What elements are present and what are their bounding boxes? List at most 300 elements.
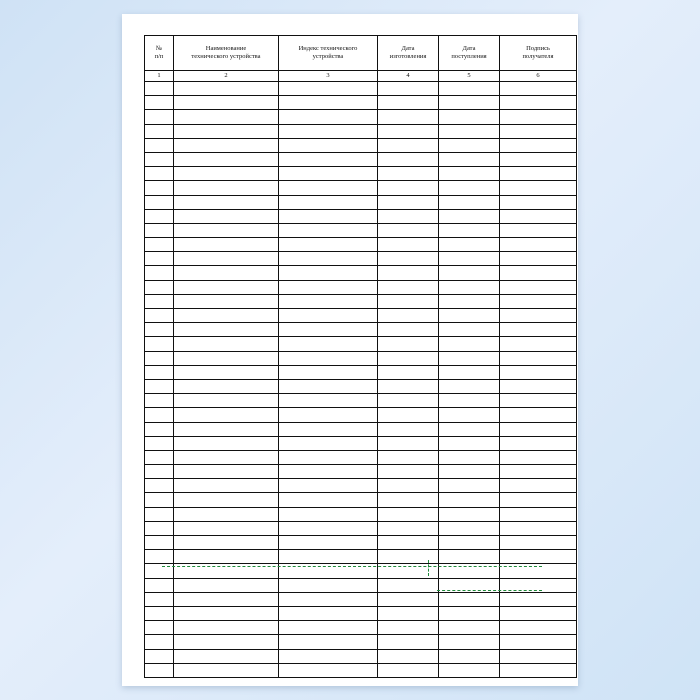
table-cell[interactable] bbox=[145, 606, 174, 620]
table-cell[interactable] bbox=[439, 578, 500, 592]
table-cell[interactable] bbox=[439, 621, 500, 635]
table-cell[interactable] bbox=[500, 578, 577, 592]
header-line-2: технического устройства bbox=[191, 53, 261, 60]
table-row bbox=[145, 550, 577, 564]
journal-table-wrapper bbox=[144, 35, 558, 678]
table-cell[interactable] bbox=[174, 536, 279, 550]
table-cell[interactable] bbox=[279, 309, 378, 323]
table-cell[interactable] bbox=[145, 408, 174, 422]
table-cell[interactable] bbox=[439, 479, 500, 493]
table-cell[interactable] bbox=[378, 280, 439, 294]
table-row bbox=[145, 223, 577, 237]
table-cell[interactable] bbox=[279, 181, 378, 195]
table-row bbox=[145, 124, 577, 138]
table-row bbox=[145, 138, 577, 152]
table-cell[interactable] bbox=[500, 152, 577, 166]
table-cell[interactable] bbox=[378, 252, 439, 266]
table-cell[interactable] bbox=[439, 507, 500, 521]
table-cell[interactable] bbox=[174, 167, 279, 181]
table-cell[interactable] bbox=[378, 351, 439, 365]
table-cell[interactable] bbox=[500, 408, 577, 422]
table-cell[interactable] bbox=[500, 252, 577, 266]
table-body bbox=[145, 82, 577, 678]
table-cell[interactable] bbox=[279, 649, 378, 663]
table-cell[interactable] bbox=[174, 195, 279, 209]
table-cell[interactable] bbox=[439, 209, 500, 223]
table-cell[interactable] bbox=[174, 209, 279, 223]
table-cell[interactable] bbox=[174, 621, 279, 635]
table-cell[interactable] bbox=[145, 394, 174, 408]
table-cell[interactable] bbox=[279, 592, 378, 606]
table-cell[interactable] bbox=[439, 138, 500, 152]
table-cell[interactable] bbox=[279, 450, 378, 464]
table-cell[interactable] bbox=[439, 635, 500, 649]
table-cell[interactable] bbox=[174, 124, 279, 138]
table-cell[interactable] bbox=[145, 592, 174, 606]
table-cell[interactable] bbox=[378, 394, 439, 408]
table-row bbox=[145, 465, 577, 479]
table-cell[interactable] bbox=[439, 124, 500, 138]
table-cell[interactable] bbox=[279, 536, 378, 550]
table-cell[interactable] bbox=[145, 124, 174, 138]
table-cell[interactable] bbox=[439, 550, 500, 564]
table-cell[interactable] bbox=[378, 564, 439, 578]
table-cell[interactable] bbox=[378, 124, 439, 138]
table-cell[interactable] bbox=[439, 493, 500, 507]
table-cell[interactable] bbox=[174, 294, 279, 308]
table-cell[interactable] bbox=[378, 195, 439, 209]
table-cell[interactable] bbox=[439, 152, 500, 166]
table-cell[interactable] bbox=[439, 351, 500, 365]
table-cell[interactable] bbox=[174, 365, 279, 379]
table-cell[interactable] bbox=[500, 564, 577, 578]
table-cell[interactable] bbox=[174, 337, 279, 351]
table-cell[interactable] bbox=[378, 152, 439, 166]
header-line-2: получателя bbox=[522, 53, 554, 60]
table-cell[interactable] bbox=[500, 195, 577, 209]
table-row bbox=[145, 379, 577, 393]
table-cell[interactable] bbox=[378, 493, 439, 507]
table-cell[interactable] bbox=[145, 223, 174, 237]
table-cell[interactable] bbox=[174, 436, 279, 450]
table-cell[interactable] bbox=[279, 635, 378, 649]
table-cell[interactable] bbox=[439, 649, 500, 663]
table-cell[interactable] bbox=[145, 663, 174, 677]
table-cell[interactable] bbox=[145, 550, 174, 564]
table-cell[interactable] bbox=[439, 606, 500, 620]
table-cell[interactable] bbox=[378, 365, 439, 379]
table-cell[interactable] bbox=[174, 266, 279, 280]
document-page bbox=[122, 14, 578, 686]
table-cell[interactable] bbox=[439, 592, 500, 606]
header-line-1: Наименование bbox=[205, 44, 247, 52]
table-cell[interactable] bbox=[378, 167, 439, 181]
table-cell[interactable] bbox=[145, 266, 174, 280]
table-cell[interactable] bbox=[500, 209, 577, 223]
table-cell[interactable] bbox=[500, 365, 577, 379]
table-cell[interactable] bbox=[279, 422, 378, 436]
table-cell[interactable] bbox=[279, 379, 378, 393]
table-cell[interactable] bbox=[279, 479, 378, 493]
table-cell[interactable] bbox=[145, 507, 174, 521]
table-cell[interactable] bbox=[145, 422, 174, 436]
table-cell[interactable] bbox=[500, 223, 577, 237]
table-cell[interactable] bbox=[500, 649, 577, 663]
table-cell[interactable] bbox=[378, 649, 439, 663]
table-cell[interactable] bbox=[378, 138, 439, 152]
table-cell[interactable] bbox=[378, 96, 439, 110]
table-cell[interactable] bbox=[145, 82, 174, 96]
table-cell[interactable] bbox=[439, 309, 500, 323]
table-cell[interactable] bbox=[378, 550, 439, 564]
table-cell[interactable] bbox=[174, 578, 279, 592]
table-cell[interactable] bbox=[174, 493, 279, 507]
table-row bbox=[145, 479, 577, 493]
table-cell[interactable] bbox=[378, 82, 439, 96]
table-cell[interactable] bbox=[500, 507, 577, 521]
table-cell[interactable] bbox=[279, 209, 378, 223]
table-cell[interactable] bbox=[145, 280, 174, 294]
table-row bbox=[145, 408, 577, 422]
table-cell[interactable] bbox=[439, 181, 500, 195]
table-cell[interactable] bbox=[378, 663, 439, 677]
table-cell[interactable] bbox=[279, 82, 378, 96]
column-header-device-index bbox=[279, 36, 378, 71]
column-number-1: 1 bbox=[145, 71, 174, 82]
table-cell[interactable] bbox=[500, 379, 577, 393]
table-row bbox=[145, 323, 577, 337]
table-cell[interactable] bbox=[145, 337, 174, 351]
table-cell[interactable] bbox=[145, 152, 174, 166]
table-cell[interactable] bbox=[439, 323, 500, 337]
table-cell[interactable] bbox=[174, 408, 279, 422]
table-cell[interactable] bbox=[145, 167, 174, 181]
header-line-2: устройства bbox=[312, 53, 344, 60]
table-cell[interactable] bbox=[279, 465, 378, 479]
table-cell[interactable] bbox=[279, 663, 378, 677]
table-cell[interactable] bbox=[279, 252, 378, 266]
table-cell[interactable] bbox=[174, 394, 279, 408]
table-cell[interactable] bbox=[439, 465, 500, 479]
table-cell[interactable] bbox=[174, 152, 279, 166]
table-cell[interactable] bbox=[439, 394, 500, 408]
table-row bbox=[145, 195, 577, 209]
table-cell[interactable] bbox=[378, 294, 439, 308]
table-cell[interactable] bbox=[145, 465, 174, 479]
table-cell[interactable] bbox=[439, 167, 500, 181]
table-cell[interactable] bbox=[279, 138, 378, 152]
table-row bbox=[145, 635, 577, 649]
table-row bbox=[145, 96, 577, 110]
table-cell[interactable] bbox=[500, 635, 577, 649]
table-cell[interactable] bbox=[500, 280, 577, 294]
column-header-device-name bbox=[174, 36, 279, 71]
table-cell[interactable] bbox=[439, 379, 500, 393]
table-cell[interactable] bbox=[279, 621, 378, 635]
table-cell[interactable] bbox=[500, 266, 577, 280]
table-cell[interactable] bbox=[174, 422, 279, 436]
table-cell[interactable] bbox=[145, 493, 174, 507]
annotation-vertical-tick bbox=[428, 560, 429, 576]
table-cell[interactable] bbox=[439, 536, 500, 550]
table-cell[interactable] bbox=[500, 436, 577, 450]
table-cell[interactable] bbox=[439, 564, 500, 578]
table-cell[interactable] bbox=[174, 96, 279, 110]
table-cell[interactable] bbox=[500, 294, 577, 308]
table-cell[interactable] bbox=[145, 635, 174, 649]
table-cell[interactable] bbox=[279, 408, 378, 422]
header-line-2: поступления bbox=[451, 53, 487, 60]
table-cell[interactable] bbox=[378, 450, 439, 464]
table-cell[interactable] bbox=[439, 663, 500, 677]
table-cell[interactable] bbox=[279, 124, 378, 138]
table-cell[interactable] bbox=[174, 521, 279, 535]
table-cell[interactable] bbox=[378, 578, 439, 592]
table-cell[interactable] bbox=[145, 238, 174, 252]
table-header bbox=[145, 36, 577, 82]
table-cell[interactable] bbox=[378, 223, 439, 237]
table-cell[interactable] bbox=[378, 379, 439, 393]
table-cell[interactable] bbox=[145, 450, 174, 464]
table-row bbox=[145, 564, 577, 578]
table-cell[interactable] bbox=[145, 521, 174, 535]
column-header-recipient-signature bbox=[500, 36, 577, 71]
table-cell[interactable] bbox=[378, 181, 439, 195]
column-number-4: 4 bbox=[378, 71, 439, 82]
table-cell[interactable] bbox=[174, 238, 279, 252]
table-cell[interactable] bbox=[279, 280, 378, 294]
table-cell[interactable] bbox=[378, 408, 439, 422]
table-cell[interactable] bbox=[145, 110, 174, 124]
table-cell[interactable] bbox=[279, 521, 378, 535]
table-cell[interactable] bbox=[174, 606, 279, 620]
table-cell[interactable] bbox=[279, 96, 378, 110]
table-cell[interactable] bbox=[500, 479, 577, 493]
table-cell[interactable] bbox=[439, 337, 500, 351]
table-cell[interactable] bbox=[439, 294, 500, 308]
table-cell[interactable] bbox=[439, 96, 500, 110]
table-cell[interactable] bbox=[174, 379, 279, 393]
table-cell[interactable] bbox=[174, 649, 279, 663]
table-cell[interactable] bbox=[145, 209, 174, 223]
table-cell[interactable] bbox=[500, 606, 577, 620]
table-cell[interactable] bbox=[378, 521, 439, 535]
table-cell[interactable] bbox=[145, 578, 174, 592]
table-cell[interactable] bbox=[378, 238, 439, 252]
table-cell[interactable] bbox=[145, 621, 174, 635]
table-cell[interactable] bbox=[279, 351, 378, 365]
header-line-1: № bbox=[155, 44, 163, 52]
table-cell[interactable] bbox=[174, 450, 279, 464]
table-cell[interactable] bbox=[279, 266, 378, 280]
table-cell[interactable] bbox=[439, 436, 500, 450]
table-cell[interactable] bbox=[145, 96, 174, 110]
table-cell[interactable] bbox=[500, 96, 577, 110]
table-cell[interactable] bbox=[279, 550, 378, 564]
table-cell[interactable] bbox=[439, 266, 500, 280]
table-cell[interactable] bbox=[378, 422, 439, 436]
header-line-2: изготовления bbox=[389, 53, 427, 60]
table-cell[interactable] bbox=[145, 252, 174, 266]
table-row bbox=[145, 181, 577, 195]
table-row bbox=[145, 309, 577, 323]
table-cell[interactable] bbox=[174, 663, 279, 677]
table-cell[interactable] bbox=[500, 521, 577, 535]
table-cell[interactable] bbox=[500, 167, 577, 181]
table-cell[interactable] bbox=[500, 238, 577, 252]
table-cell[interactable] bbox=[500, 82, 577, 96]
table-row bbox=[145, 663, 577, 677]
table-cell[interactable] bbox=[145, 294, 174, 308]
table-cell[interactable] bbox=[439, 252, 500, 266]
table-cell[interactable] bbox=[500, 536, 577, 550]
table-cell[interactable] bbox=[174, 309, 279, 323]
table-cell[interactable] bbox=[145, 138, 174, 152]
table-cell[interactable] bbox=[439, 521, 500, 535]
table-cell[interactable] bbox=[378, 606, 439, 620]
table-cell[interactable] bbox=[145, 379, 174, 393]
table-cell[interactable] bbox=[174, 252, 279, 266]
table-row bbox=[145, 152, 577, 166]
table-cell[interactable] bbox=[279, 238, 378, 252]
table-cell[interactable] bbox=[439, 280, 500, 294]
table-cell[interactable] bbox=[279, 152, 378, 166]
table-cell[interactable] bbox=[174, 280, 279, 294]
table-cell[interactable] bbox=[500, 592, 577, 606]
table-cell[interactable] bbox=[439, 422, 500, 436]
table-cell[interactable] bbox=[500, 422, 577, 436]
table-cell[interactable] bbox=[439, 365, 500, 379]
table-cell[interactable] bbox=[174, 592, 279, 606]
table-cell[interactable] bbox=[439, 195, 500, 209]
table-cell[interactable] bbox=[279, 195, 378, 209]
column-number-2: 2 bbox=[174, 71, 279, 82]
table-cell[interactable] bbox=[279, 507, 378, 521]
table-row bbox=[145, 450, 577, 464]
table-cell[interactable] bbox=[500, 323, 577, 337]
table-cell[interactable] bbox=[378, 507, 439, 521]
table-cell[interactable] bbox=[279, 493, 378, 507]
table-cell[interactable] bbox=[279, 578, 378, 592]
table-cell[interactable] bbox=[500, 465, 577, 479]
table-cell[interactable] bbox=[439, 408, 500, 422]
table-cell[interactable] bbox=[439, 82, 500, 96]
table-cell[interactable] bbox=[174, 82, 279, 96]
table-row bbox=[145, 294, 577, 308]
table-cell[interactable] bbox=[500, 450, 577, 464]
table-cell[interactable] bbox=[279, 223, 378, 237]
table-cell[interactable] bbox=[500, 493, 577, 507]
table-cell[interactable] bbox=[279, 564, 378, 578]
table-cell[interactable] bbox=[378, 323, 439, 337]
table-cell[interactable] bbox=[145, 564, 174, 578]
table-cell[interactable] bbox=[378, 592, 439, 606]
table-cell[interactable] bbox=[279, 436, 378, 450]
table-cell[interactable] bbox=[145, 649, 174, 663]
table-cell[interactable] bbox=[145, 323, 174, 337]
table-cell[interactable] bbox=[439, 238, 500, 252]
table-cell[interactable] bbox=[378, 337, 439, 351]
table-cell[interactable] bbox=[174, 138, 279, 152]
table-cell[interactable] bbox=[378, 309, 439, 323]
table-cell[interactable] bbox=[174, 564, 279, 578]
table-cell[interactable] bbox=[174, 507, 279, 521]
table-cell[interactable] bbox=[145, 479, 174, 493]
header-row bbox=[145, 36, 577, 71]
table-cell[interactable] bbox=[174, 110, 279, 124]
table-cell[interactable] bbox=[279, 394, 378, 408]
table-cell[interactable] bbox=[145, 195, 174, 209]
table-cell[interactable] bbox=[174, 479, 279, 493]
table-cell[interactable] bbox=[279, 365, 378, 379]
table-cell[interactable] bbox=[174, 351, 279, 365]
table-cell[interactable] bbox=[174, 223, 279, 237]
table-cell[interactable] bbox=[174, 465, 279, 479]
table-cell[interactable] bbox=[500, 337, 577, 351]
header-line-1: Индекс технического bbox=[298, 44, 358, 52]
table-cell[interactable] bbox=[439, 110, 500, 124]
table-cell[interactable] bbox=[279, 323, 378, 337]
column-number-6: 6 bbox=[500, 71, 577, 82]
table-cell[interactable] bbox=[500, 394, 577, 408]
table-cell[interactable] bbox=[500, 124, 577, 138]
table-cell[interactable] bbox=[378, 110, 439, 124]
table-cell[interactable] bbox=[500, 663, 577, 677]
table-cell[interactable] bbox=[500, 309, 577, 323]
table-cell[interactable] bbox=[500, 621, 577, 635]
table-cell[interactable] bbox=[439, 450, 500, 464]
table-cell[interactable] bbox=[145, 536, 174, 550]
header-line-1: Дата bbox=[462, 44, 476, 52]
table-row bbox=[145, 621, 577, 635]
table-cell[interactable] bbox=[279, 337, 378, 351]
table-cell[interactable] bbox=[279, 294, 378, 308]
table-cell[interactable] bbox=[378, 536, 439, 550]
table-cell[interactable] bbox=[378, 479, 439, 493]
table-cell[interactable] bbox=[279, 606, 378, 620]
table-cell[interactable] bbox=[174, 635, 279, 649]
table-cell[interactable] bbox=[378, 465, 439, 479]
table-cell[interactable] bbox=[500, 110, 577, 124]
table-cell[interactable] bbox=[145, 365, 174, 379]
table-cell[interactable] bbox=[378, 209, 439, 223]
column-header-manufacture-date bbox=[378, 36, 439, 71]
table-row bbox=[145, 578, 577, 592]
table-cell[interactable] bbox=[378, 436, 439, 450]
table-cell[interactable] bbox=[174, 181, 279, 195]
table-row bbox=[145, 507, 577, 521]
table-cell[interactable] bbox=[145, 181, 174, 195]
table-cell[interactable] bbox=[174, 323, 279, 337]
table-cell[interactable] bbox=[279, 167, 378, 181]
column-header-number bbox=[145, 36, 174, 71]
table-cell[interactable] bbox=[145, 309, 174, 323]
table-cell[interactable] bbox=[500, 181, 577, 195]
table-cell[interactable] bbox=[378, 635, 439, 649]
table-cell[interactable] bbox=[378, 621, 439, 635]
table-cell[interactable] bbox=[500, 550, 577, 564]
table-row bbox=[145, 238, 577, 252]
table-cell[interactable] bbox=[145, 436, 174, 450]
table-cell[interactable] bbox=[500, 351, 577, 365]
table-cell[interactable] bbox=[279, 110, 378, 124]
table-cell[interactable] bbox=[174, 550, 279, 564]
table-cell[interactable] bbox=[439, 223, 500, 237]
table-cell[interactable] bbox=[378, 266, 439, 280]
header-line-1: Дата bbox=[401, 44, 415, 52]
table-cell[interactable] bbox=[500, 138, 577, 152]
table-cell[interactable] bbox=[145, 351, 174, 365]
